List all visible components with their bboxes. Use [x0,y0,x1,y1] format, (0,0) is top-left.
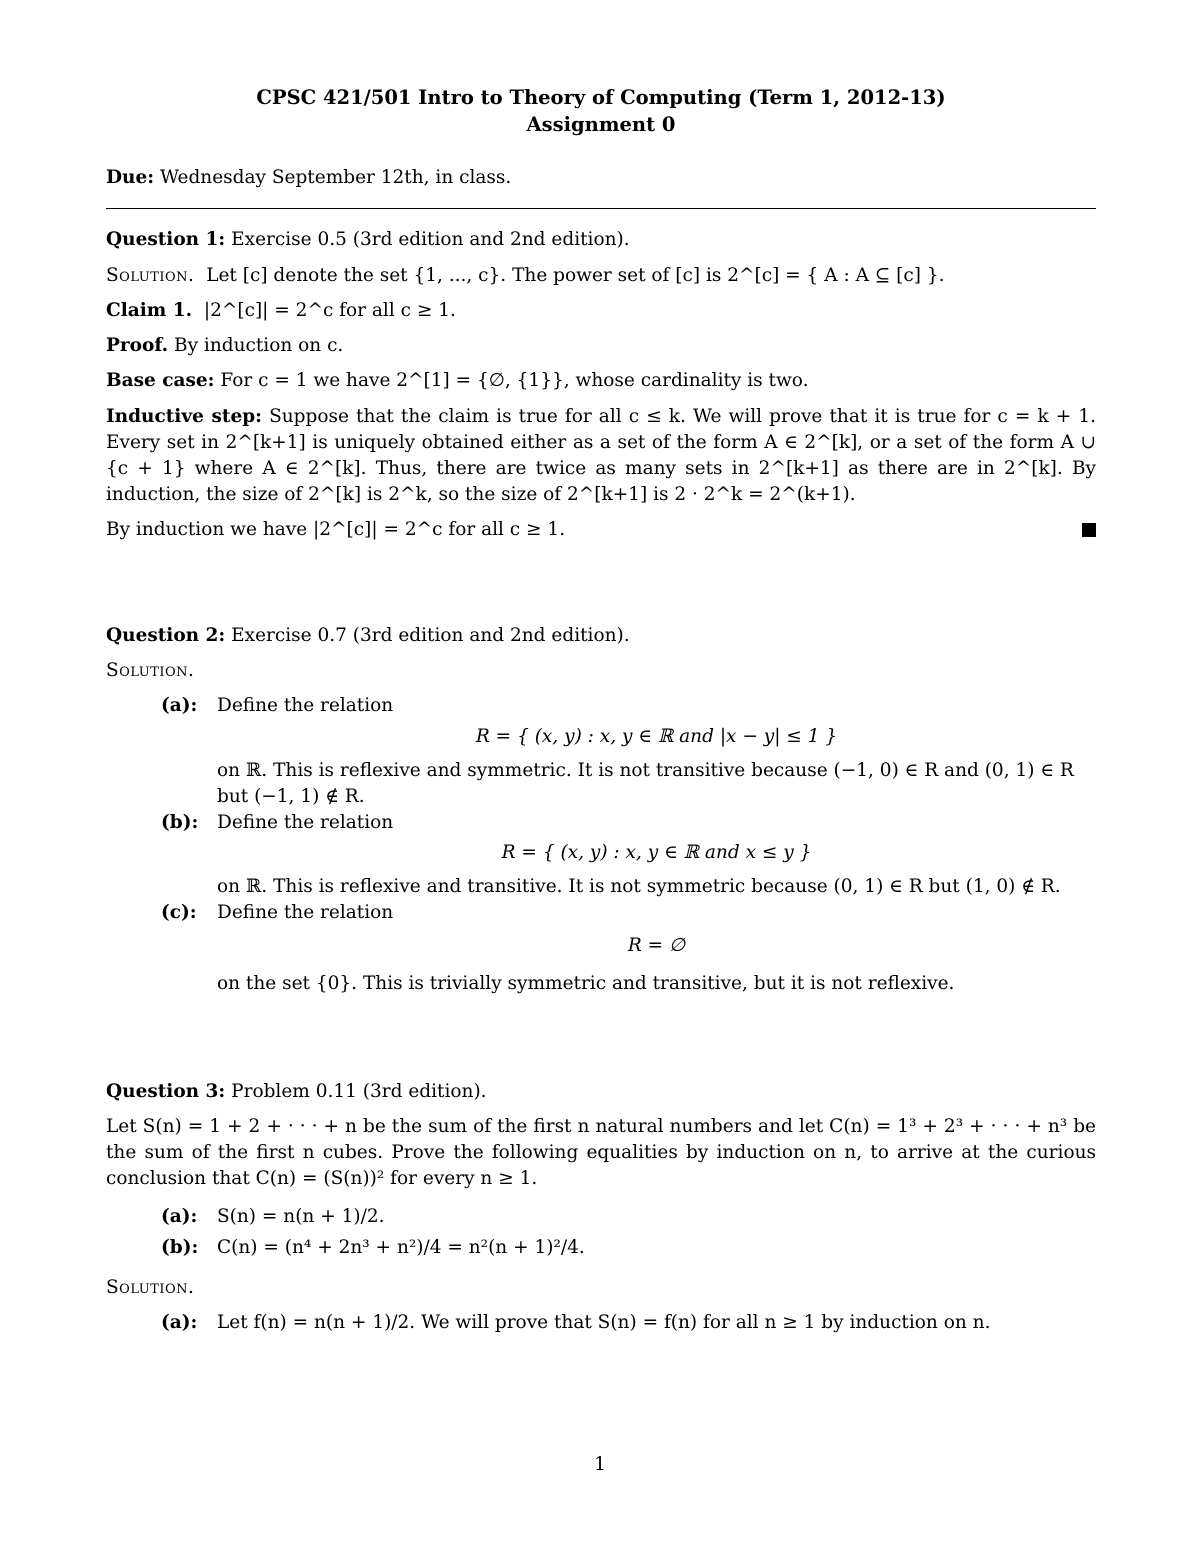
relation-item-c [106,900,1096,997]
item-label: (b): [161,1236,199,1258]
base-case [106,368,1096,394]
document-title [106,84,1096,138]
question-1-solution [106,263,1096,289]
question-3-text: Problem 0.11 (3rd edition). [231,1080,487,1102]
qed-square-icon [1082,523,1096,537]
document-page [106,84,1096,1336]
due-text: Wednesday September 12th, in class. [159,167,512,188]
question-2-label: Question 2: [106,624,226,646]
problem-part-a [106,1204,1096,1230]
base-case-label: Base case: [106,370,215,392]
relation-item-a [106,693,1096,810]
item-label: (a): [161,695,198,717]
base-case-text: For c = 1 we have 2^[1] = {∅, {1}}, whose cardinality is two. [220,370,809,392]
item-label: (a): [161,1206,198,1228]
question-3-statement: Let S(n) = 1 + 2 + · · · + n be the sum of the first n natural numbers and let C(n) = 1³ + 2³ + · · · + n³ be the sum of the first n cubes. Prove the following equalities by induction on n, to arrive at the curious conclusion that C(n) = (S(n))² for every n ≥ 1. [106,1116,1096,1190]
proof-text: By induction on c. [173,335,344,357]
horizontal-rule [106,208,1096,209]
q1-conclusion [106,517,1096,543]
part-text: S(n) = n(n + 1)/2. [217,1206,385,1228]
relation-display: R = ∅ [627,934,686,956]
relation-display: R = { (x, y) : x, y ∈ ℝ and x ≤ y } [501,842,812,864]
item-intro: Define the relation [217,695,394,717]
claim-label: Claim 1. [106,299,193,321]
question-2 [106,623,1096,997]
question-2-text: Exercise 0.7 (3rd edition and 2nd edition). [231,624,630,646]
item-label: (a): [161,1312,198,1334]
relation-display: R = { (x, y) : x, y ∈ ℝ and |x − y| ≤ 1 } [475,725,838,747]
problem-part-b [106,1235,1096,1261]
page-number: 1 [594,1454,606,1475]
question-1-text: Exercise 0.5 (3rd edition and 2nd edition). [231,229,630,251]
solution-text: Let [c] denote the set {1, ..., c}. The power set of [c] is 2^[c] = { A : A ⊆ [c] }. [206,264,945,286]
question-3 [106,1079,1096,1336]
inductive-step [106,404,1096,508]
question-1 [106,227,1096,543]
claim-text: |2^[c]| = 2^c for all c ≥ 1. [203,299,456,321]
item-explanation: on ℝ. This is reflexive and transitive. It is not symmetric because (0, 1) ∈ R but (1, 0) ∉ R. [217,876,1061,898]
solution-label: Solution. [106,660,195,682]
relation-item-b [106,810,1096,901]
question-3-heading [106,1079,1096,1105]
question-2-solution [106,658,1096,684]
solution-part-text: Let f(n) = n(n + 1)/2. We will prove that S(n) = f(n) for all n ≥ 1 by induction on n. [217,1312,991,1334]
solution-part-a [106,1310,1096,1336]
solution-label: Solution. [106,264,195,286]
item-label: (c): [161,902,197,924]
title-line-2: Assignment 0 [526,113,676,136]
inductive-step-label: Inductive step: [106,405,262,427]
question-1-heading [106,227,1096,253]
due-line [106,165,1096,191]
item-intro: Define the relation [217,811,394,833]
question-2-heading [106,623,1096,649]
part-text: C(n) = (n⁴ + 2n³ + n²)/4 = n²(n + 1)²/4. [217,1236,585,1258]
question-3-solution [106,1275,1096,1301]
item-intro: Define the relation [217,902,394,924]
item-label: (b): [161,811,199,833]
question-1-label: Question 1: [106,229,226,251]
inductive-step-text: Suppose that the claim is true for all c ≤ k. We will prove that it is true for c = k + 1. Every set in 2^[k+1] is uniquely obtained either as a set of the form A ∈ 2^[k], or a set of the form A ∪ {c + 1} where A ∈ 2^[k]. Thus, there are twice as many sets in 2^[k+1] as there are in 2^[k]. By induction, the size of 2^[k] is 2^k, so the size of 2^[k+1] is 2 · 2^k = 2^(k+1). [106,405,1096,505]
due-label: Due: [106,167,155,188]
item-explanation: on ℝ. This is reflexive and symmetric. It is not transitive because (−1, 0) ∈ R and (0, 1) ∈ R but (−1, 1) ∉ R. [217,759,1074,807]
question-3-label: Question 3: [106,1080,226,1102]
item-explanation: on the set {0}. This is trivially symmetric and transitive, but it is not reflexive. [217,972,955,994]
solution-label: Solution. [106,1276,195,1298]
claim-1 [106,298,1096,324]
proof-line [106,333,1096,359]
conclusion-text: By induction we have |2^[c]| = 2^c for all c ≥ 1. [106,518,566,540]
proof-label: Proof. [106,335,169,357]
title-line-1: CPSC 421/501 Intro to Theory of Computing (Term 1, 2012-13) [256,86,946,109]
